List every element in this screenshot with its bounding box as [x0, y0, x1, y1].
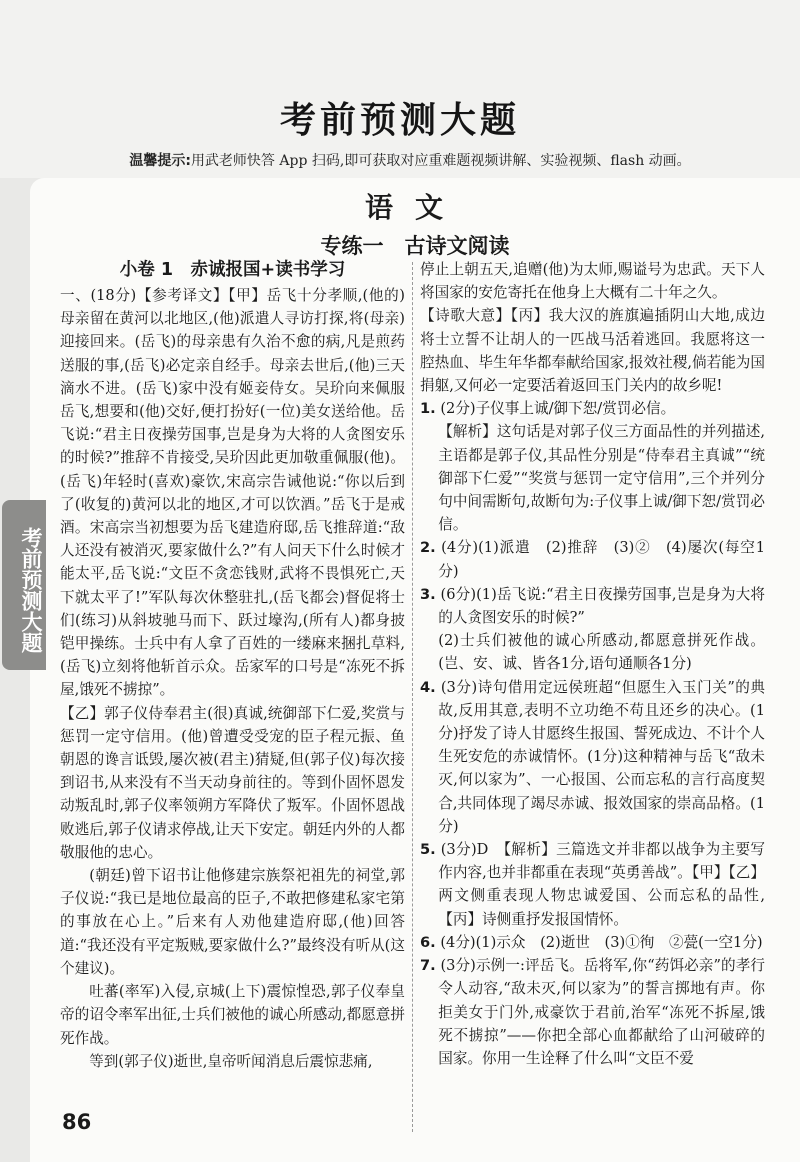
- answer-item: [420, 397, 765, 420]
- paragraph-text: (朝廷)曾下诏书让他修建宗族祭祀祖先的祠堂,郭子仪说:“我已是地位最高的臣子,不敢把修建私家宅第的事放在心上。”后来有人劝他建造府邸,(他)回答道:“我还没有平定叛贼,要家做什么?”最终没有听从(这个建议)。: [60, 867, 405, 977]
- tip-text: 用武老师快答 App 扫码,即可获取对应重难题视频讲解、实验视频、flash 动画。: [190, 153, 691, 169]
- page-title: 考前预测大题: [279, 100, 520, 141]
- paragraph: [60, 864, 405, 980]
- paragraph-text: (4分)(1)派遣 (2)推辞 (3)② (4)屡次(每空1分): [438, 539, 765, 580]
- paragraph: [60, 1050, 405, 1073]
- paper-heading: [60, 258, 405, 282]
- paragraph: [420, 304, 765, 397]
- paragraph-text: (3分)示例一:评岳飞。岳将军,你“药饵必亲”的孝行令人动容,“敌未灭,何以家为”的誓言掷地有声。你拒美女于门外,戒豪饮于君前,治军“冻死不拆屋,饿死不掳掠”——你把全部心血都献给了山河破碎的国家。你用一生诠释了什么叫“文臣不爱: [438, 957, 765, 1067]
- subject-heading: 语文: [364, 191, 465, 224]
- paragraph: [60, 284, 405, 702]
- paragraph-text: 一、(18分)【参考译文】【甲】岳飞十分孝顺,(他的)母亲留在黄河以北地区,(他)派遣人寻访打探,将(母亲)迎接回来。(岳飞)的母亲患有久治不愈的病,凡是煎药送服的事,(岳飞)必定亲自经手。母亲去世后,(他)三天滴水不进。(岳飞)家中没有姬妾侍女。吴玠向来佩服岳飞,想要和(他)交好,便打扮好(一位)美女送给他。岳飞说:“君主日夜操劳国事,岂是身为大将的人贪图安乐的时候?”推辞不肯接受,吴玠因此更加敬重佩服(他)。(岳飞)年轻时(喜欢)豪饮,宋高宗告诫他说:“你以后到了(收复的)黄河以北的地区,才可以饮酒。”岳飞于是戒酒。宋高宗当初想要为岳飞建造府邸,岳飞推辞道:“敌人还没有被消灭,要家做什么?”有人问天下什么时候才能太平,岳飞说:“文臣不贪恋钱财,武将不畏惧死亡,天下就太平了!”军队每次休整驻扎,(岳飞都会)督促将士们(练习)从斜坡驰马而下、跃过壕沟,(所有人)都身披铠甲操练。士兵中有人拿了百姓的一缕麻来捆扎草料,(岳飞)立刻将他斩首示众。岳家军的口号是“冻死不拆屋,饿死不掳掠”。: [60, 287, 405, 699]
- answer-detail: [420, 420, 765, 536]
- right-column: [420, 258, 765, 1070]
- answer-item: [420, 676, 765, 838]
- side-tab: [2, 500, 46, 670]
- side-tab-label: 考前预测大题: [19, 527, 43, 653]
- paragraph-text: 【诗歌大意】【丙】我大汉的旌旗遍插阴山大地,成边将士立誓不让胡人的一匹战马活着逃回。我愿将这一腔热血、毕生年华都奉献给国家,报效社稷,倘若能为国捐躯,又何必一定要活着返回玉门关内的故乡呢!: [420, 307, 765, 395]
- answer-detail: [420, 629, 765, 675]
- answer-item: [420, 536, 765, 582]
- answer-item: [420, 838, 765, 931]
- answer-item: [420, 931, 765, 954]
- item-number: 7.: [420, 957, 436, 975]
- column-divider: [412, 262, 414, 1132]
- paragraph-text: 【乙】郭子仪侍奉君主(很)真诚,统御部下仁爱,奖赏与惩罚一定守信用。(他)曾遭受受宠的臣子程元振、鱼朝恩的谗言诋毁,屡次被(君主)猜疑,但(郭子仪)每次接到诏书,从来没有不当天动身前往的。等到仆固怀恩发动叛乱时,郭子仪率领朔方军降伏了叛军。仆固怀恩战败逃后,郭子仪请求停战,让天下安定。朝廷内外的人都敬服他的忠心。: [60, 704, 405, 861]
- item-number: 6.: [420, 933, 436, 951]
- paragraph: [60, 980, 405, 1050]
- paragraph-text: (2分)子仪事上诚/御下恕/赏罚必信。: [440, 400, 676, 418]
- item-number: 5.: [420, 841, 436, 859]
- page-number: 86: [62, 1110, 92, 1134]
- left-column: [60, 258, 405, 1073]
- paragraph-text: 小卷 1 赤诚报国+读书学习: [119, 260, 346, 280]
- answer-item: [420, 583, 765, 629]
- paragraph: [60, 702, 405, 864]
- paragraph-text: (2)士兵们被他的诚心所感动,都愿意拼死作战。(岂、安、诚、皆各1分,语句通顺各1分): [438, 632, 765, 673]
- paragraph: [420, 258, 765, 304]
- paragraph-text: (4分)(1)示众 (2)逝世 (3)①徇 ②甍(一空1分): [440, 933, 763, 951]
- item-number: 3.: [420, 585, 436, 603]
- section-title: 专练一 古诗文阅读: [320, 234, 510, 258]
- item-number: 1.: [420, 400, 436, 418]
- paragraph-text: (3分)诗句借用定远侯班超“但愿生入玉门关”的典故,反用其意,表明不立功绝不苟且还乡的决心。(1分)抒发了诗人甘愿终生报国、誓死成边、不计个人生死安危的赤诚情怀。(1分)这种精神与岳飞“敌未灭,何以家为”、一心报国、公而忘私的言行高度契合,共同体现了竭尽赤诚、报效国家的崇高品格。(1分): [438, 678, 766, 835]
- item-number: 4.: [420, 678, 436, 696]
- paragraph-text: 【解析】这句话是对郭子仪三方面品性的并列描述,主语都是郭子仪,其品性分别是“侍奉君主真诚”“统御部下仁爱”“奖赏与惩罚一定守信用”,三个并列分句中间需断句,故断句为:子仪事上诚/御下恕/赏罚必信。: [438, 423, 765, 534]
- paragraph-text: 等到(郭子仪)逝世,皇帝听闻消息后震惊悲痛,: [89, 1052, 373, 1070]
- answer-item: [420, 954, 765, 1070]
- paragraph-text: 停止上朝五天,追赠(他)为太师,赐谥号为忠武。天下人将国家的安危寄托在他身上大概有二十年之久。: [420, 261, 765, 302]
- tip-line: [60, 150, 760, 170]
- paragraph-text: (3分)D 【解析】三篇选文并非都以战争为主要写作内容,也并非都重在表现“英勇善战”。【甲】【乙】两文侧重表现人物忠诚爱国、公而忘私的品性,【丙】诗侧重抒发报国情怀。: [438, 841, 766, 928]
- paragraph-text: 吐蕃(率军)入侵,京城(上下)震惊惶恐,郭子仪奉皇帝的诏令率军出征,士兵们被他的诚心所感动,都愿意拼死作战。: [60, 983, 405, 1047]
- item-number: 2.: [420, 539, 436, 557]
- tip-label: 温馨提示:: [129, 153, 191, 169]
- paragraph-text: (6分)(1)岳飞说:“君主日夜操劳国事,岂是身为大将的人贪图安乐的时候?”: [438, 585, 765, 627]
